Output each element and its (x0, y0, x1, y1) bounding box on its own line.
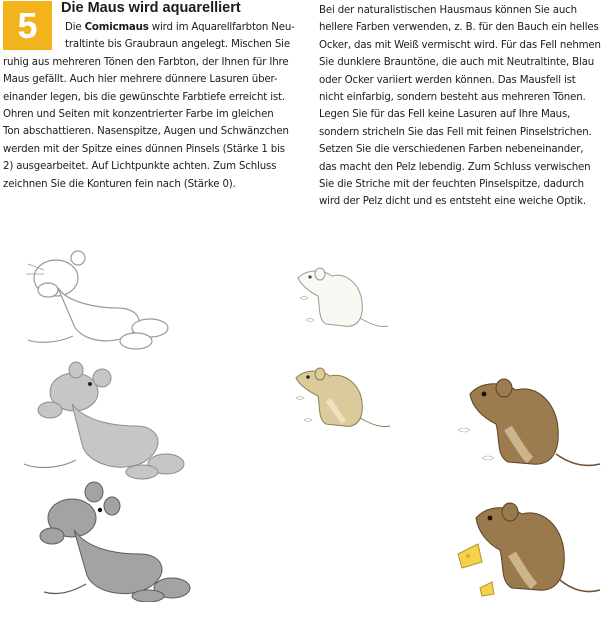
house-mouse-brown-fur-illustration (452, 372, 602, 490)
bold-term: Comicmaus (84, 22, 149, 33)
house-mouse-ochre-wash-illustration (288, 360, 392, 444)
text-line: Setzen Sie die verschiedenen Farben nebeneinander, (319, 144, 584, 156)
text-line: 2) ausgearbeitet. Auf Lichtpunkte achten. Zum Schluss (3, 161, 277, 173)
section-heading: Die Maus wird aquarelliert (61, 0, 241, 16)
text-line: wird der Pelz dicht und es entsteht eine weiche Optik. (319, 196, 586, 208)
step-number: 5 (17, 4, 38, 46)
text-line: einander legen, bis die gewünschte Farbtiefe erreicht ist. (3, 91, 285, 103)
text-line: Ton abschattieren. Nasenspitze, Augen und Schwänzchen (3, 126, 289, 138)
text-line: ruhig aus mehreren Tönen den Farbton, der Ihnen für Ihre (3, 56, 289, 68)
right-text-column (319, 2, 605, 211)
text-line: Sie die Striche mit der feuchten Pinselspitze, dadurch (319, 179, 584, 191)
text-line: Sie dunklere Brauntöne, die auch mit Neutraltinte, Blau (319, 57, 595, 69)
house-mouse-with-cheese-illustration (452, 496, 602, 616)
text-line: Ohren und Seiten mit konzentrierter Farbe im gleichen (3, 109, 274, 121)
text-line: Maus gefällt. Auch hier mehrere dünnere Lasuren über- (3, 74, 278, 86)
text-line: zeichnen Sie die Konturen fein nach (Stärke 0). (3, 178, 236, 190)
text-line: hellere Farben verwenden, z. B. für den Bauch ein helles (319, 22, 599, 34)
text-line (3, 19, 295, 36)
text-line: Bei der naturalistischen Hausmaus können Sie auch (319, 5, 577, 16)
text-line: Ocker, das mit Weiß vermischt wird. Für das Fell nehmen (319, 39, 601, 51)
comic-mouse-finished-illustration (30, 480, 198, 602)
text-fragment: wird im Aquarellfarbton Neu- (148, 22, 295, 33)
comic-mouse-outline-illustration (18, 248, 178, 354)
text-fragment: Die (65, 22, 85, 33)
comic-mouse-light-wash-illustration (16, 360, 186, 480)
text-line: nicht einfarbig, sondern besteht aus mehreren Tönen. (319, 92, 586, 104)
text-line: oder Ocker variiert werden können. Das Mausfell ist (319, 74, 576, 86)
cheese-icon (458, 544, 494, 596)
text-line: Legen Sie für das Fell keine Lasuren auf Ihre Maus, (319, 109, 571, 121)
text-line: traltinte bis Graubraun angelegt. Mischen Sie (65, 39, 290, 51)
left-text-column (3, 19, 295, 193)
text-line: werden mit der Spitze eines dünnen Pinsels (Stärke 1 bis (3, 143, 285, 155)
text-line: das macht den Pelz lebendig. Zum Schluss verwischen (319, 161, 591, 173)
house-mouse-outline-illustration (290, 262, 390, 342)
text-line: sondern stricheln Sie das Fell mit feinen Pinselstrichen. (319, 126, 592, 138)
